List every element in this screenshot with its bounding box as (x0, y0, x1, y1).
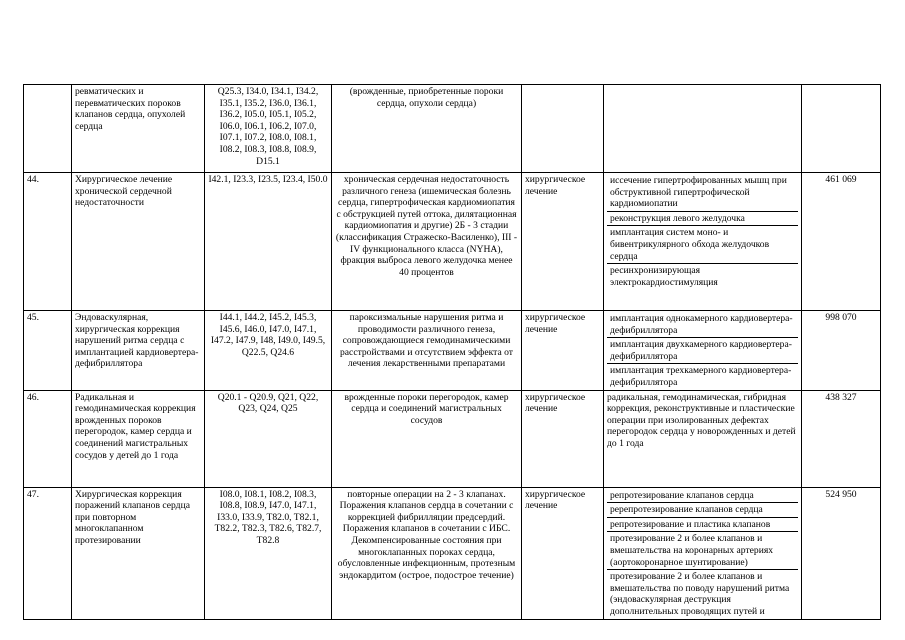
price (802, 85, 881, 173)
table-row (24, 487, 881, 619)
price: 461 069 (802, 173, 881, 311)
treatment-method: протезирование 2 и более клапанов и вмешательства по поводу нарушений ритма (эндоваскулярная деструкция дополнительных проводящих путей и (610, 571, 790, 617)
treatment-method: имплантация систем моно- и бивентрикулярного обхода желудочков сердца (607, 226, 798, 264)
procedure-name: Хирургическая коррекция поражений клапанов сердца при повторном многоклапанном протезировании (72, 487, 205, 619)
treatment-method: реконструкция левого желудочка (607, 212, 798, 227)
treatment-method: имплантация двухкамерного кардиовертера-дефибриллятора (607, 338, 798, 364)
treatment-type (522, 85, 604, 173)
treatment-type: хирургическое лечение (522, 311, 604, 391)
treatment-method: иссечение гипертрофированных мышц при обструктивной гипертрофической кардиомиопатии (607, 174, 798, 212)
treatment-method: ресинхронизирующая электрокардиостимуляция (610, 265, 718, 288)
treatment-type: хирургическое лечение (522, 390, 604, 487)
treatment-method: ререпротезирование клапанов сердца (607, 503, 798, 518)
row-number: 45. (24, 311, 72, 391)
patient-model: (врожденные, приобретенные пороки сердца, опухоли сердца) (332, 85, 522, 173)
patient-model: врожденные пороки перегородок, камер сердца и соединений магистральных сосудов (332, 390, 522, 487)
icd-codes: Q25.3, I34.0, I34.1, I34.2, I35.1, I35.2, I36.0, I36.1, I36.2, I05.0, I05.1, I05.2, I06.0, I06.1, I06.2, I07.0, I07.1, I07.2, I08.0, I08.1, I08.2, I08.3, I08.8, I08.9, D15.1 (205, 85, 332, 173)
procedure-name: ревматических и перевматических пороков клапанов сердца, опухолей сердца (72, 85, 205, 173)
treatment-method: имплантация трехкамерного кардиовертера-дефибриллятора (610, 365, 792, 388)
medical-care-table (23, 84, 881, 620)
treatment-methods (604, 487, 802, 619)
treatment-method: радикальная, гемодинамическая, гибридная коррекция, реконструктивные и пластические операции при изолированных дефектах перегородок сердца у новорожденных и детей до 1 года (604, 390, 802, 487)
procedure-name: Хирургическое лечение хронической сердечной недостаточности (72, 173, 205, 311)
treatment-method: протезирование 2 и более клапанов и вмешательства на коронарных артериях (аортокоронарное шунтирование) (607, 532, 798, 570)
procedure-name: Эндоваскулярная, хирургическая коррекция нарушений ритма сердца с имплантацией кардиовертера-дефибриллятора (72, 311, 205, 391)
treatment-method: имплантация однокамерного кардиовертера-дефибриллятора (607, 312, 798, 338)
patient-model: хроническая сердечная недостаточность различного генеза (ишемическая болезнь сердца, гипертрофическая кардиомиопатия с обструкцией путей оттока, дилятационная кардиомиопатия и другие) 2Б - 3 стадии (классификация Стражеско-Василенко), III - IV функционального класса (NYHA), фракция выброса левого желудочка менее 40 процентов (332, 173, 522, 311)
treatment-type: хирургическое лечение (522, 487, 604, 619)
price: 524 950 (802, 487, 881, 619)
patient-model: пароксизмальные нарушения ритма и проводимости различного генеза, сопровождающиеся гемодинамическими расстройствами и отсутствием эффекта от лечения лекарственными препаратами (332, 311, 522, 391)
icd-codes: I42.1, I23.3, I23.5, I23.4, I50.0 (205, 173, 332, 311)
treatment-methods (604, 311, 802, 391)
row-number (24, 85, 72, 173)
procedure-name: Радикальная и гемодинамическая коррекция врожденных пороков перегородок, камер сердца и соединений магистральных сосудов у детей до 1 года (72, 390, 205, 487)
price: 438 327 (802, 390, 881, 487)
row-number: 44. (24, 173, 72, 311)
icd-codes: I08.0, I08.1, I08.2, I08.3, I08.8, I08.9, I47.0, I47.1, I33.0, I33.9, T82.0, T82.1, T82.2, T82.3, T82.6, T82.7, T82.8 (205, 487, 332, 619)
row-number: 47. (24, 487, 72, 619)
treatment-method (604, 85, 802, 173)
treatment-method: репротезирование клапанов сердца (607, 489, 798, 504)
table-row (24, 85, 881, 173)
patient-model: повторные операции на 2 - 3 клапанах. Поражения клапанов сердца в сочетании с коррекцией фибрилляции предсердий. Поражения клапанов в сочетании с ИБС. Декомпенсированные состояния при многоклапанных пороках сердца, обусловленные инфекционным, протезным эндокардитом (острое, подострое течение) (332, 487, 522, 619)
treatment-methods (604, 173, 802, 311)
table-row (24, 173, 881, 311)
price: 998 070 (802, 311, 881, 391)
icd-codes: I44.1, I44.2, I45.2, I45.3, I45.6, I46.0, I47.0, I47.1, I47.2, I47.9, I48, I49.0, I49.5, Q22.5, Q24.6 (205, 311, 332, 391)
treatment-method: репротезирование и пластика клапанов (607, 518, 798, 533)
row-number: 46. (24, 390, 72, 487)
table-row (24, 311, 881, 391)
table-row (24, 390, 881, 487)
icd-codes: Q20.1 - Q20.9, Q21, Q22, Q23, Q24, Q25 (205, 390, 332, 487)
treatment-type: хирургическое лечение (522, 173, 604, 311)
